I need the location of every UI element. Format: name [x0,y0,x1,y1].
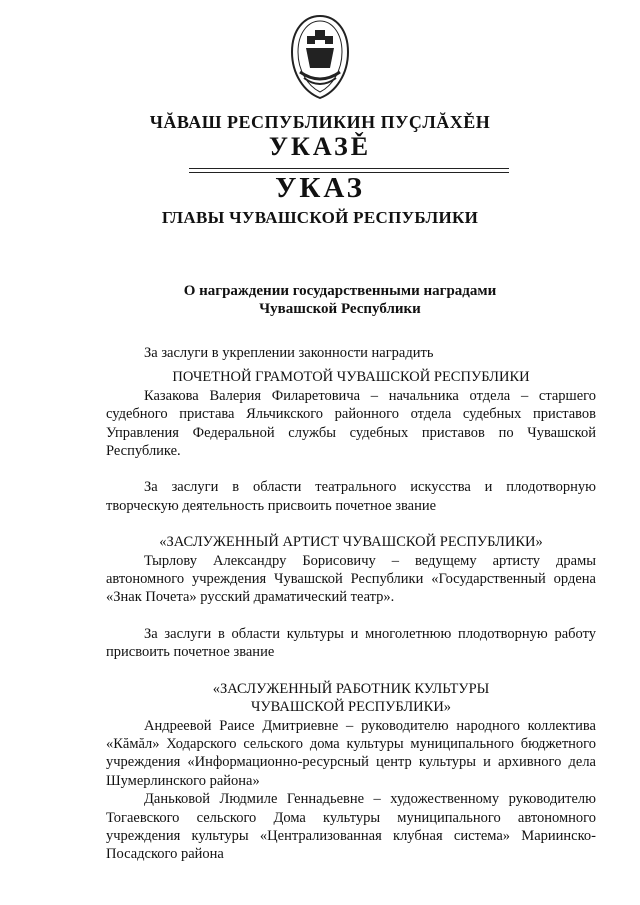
header-divider [189,168,509,169]
award-recipient: Тырлову Александру Борисовичу – ведущему артисту драмы автономного учреждения Чувашской Республики «Государственный ордена «Знак Почета» русский драматический театр». [106,552,596,606]
title-line-1: О награждении государственными наградами [183,283,497,299]
award-title-line-2: ЧУВАШСКОЙ РЕСПУБЛИКИ» [250,699,452,716]
header-ukaze: УКАЗĚ [268,132,372,161]
award-recipient: Даньковой Людмиле Геннадьевне – художественному руководителю Тогаевского сельского Дома культуры муниципального автономного учреждения культуры «Централизованная клубная система» Мариинско-Посадского района [106,791,596,863]
award-recipient: Андреевой Раисе Дмитриевне – руководителю народного коллектива «Кăмăл» Ходарского сельского дома культуры муниципального бюджетного учреждения «Информационно-ресурсный центр культуры и архивного дела Шумерлинского района» [106,717,596,789]
intro-paragraph: За заслуги в области театрального искусства и плодотворную творческую деятельность присвоить почетное звание [106,479,596,514]
header-ukaz: УКАЗ [275,172,365,204]
award-title: ПОЧЕТНОЙ ГРАМОТОЙ ЧУВАШСКОЙ РЕСПУБЛИКИ [172,369,530,386]
award-title: «ЗАСЛУЖЕННЫЙ АРТИСТ ЧУВАШСКОЙ РЕСПУБЛИКИ» [159,534,543,551]
header-glava: ГЛАВЫ ЧУВАШСКОЙ РЕСПУБЛИКИ [161,208,479,227]
intro-paragraph: За заслуги в области культуры и многолетнюю плодотворную работу присвоить почетное звание [106,625,596,661]
document-body [106,344,596,864]
award-recipient: Казакова Валерия Филаретовича – начальника отдела – старшего судебного пристава Яльчикского районного отдела судебных приставов Управления Федеральной службы судебных приставов по Чувашской Республике. [106,387,596,460]
award-title-line-1: «ЗАСЛУЖЕННЫЙ РАБОТНИК КУЛЬТУРЫ [212,680,490,697]
document-title [120,282,560,318]
chuvash-emblem-icon [286,12,354,102]
title-line-2: Чувашской Республики [259,301,421,317]
intro-paragraph: За заслуги в укреплении законности наградить [144,345,434,361]
header-chuvash-line: ЧĂВАШ РЕСПУБЛИКИН ПУҪЛĂХĚН [149,112,491,132]
